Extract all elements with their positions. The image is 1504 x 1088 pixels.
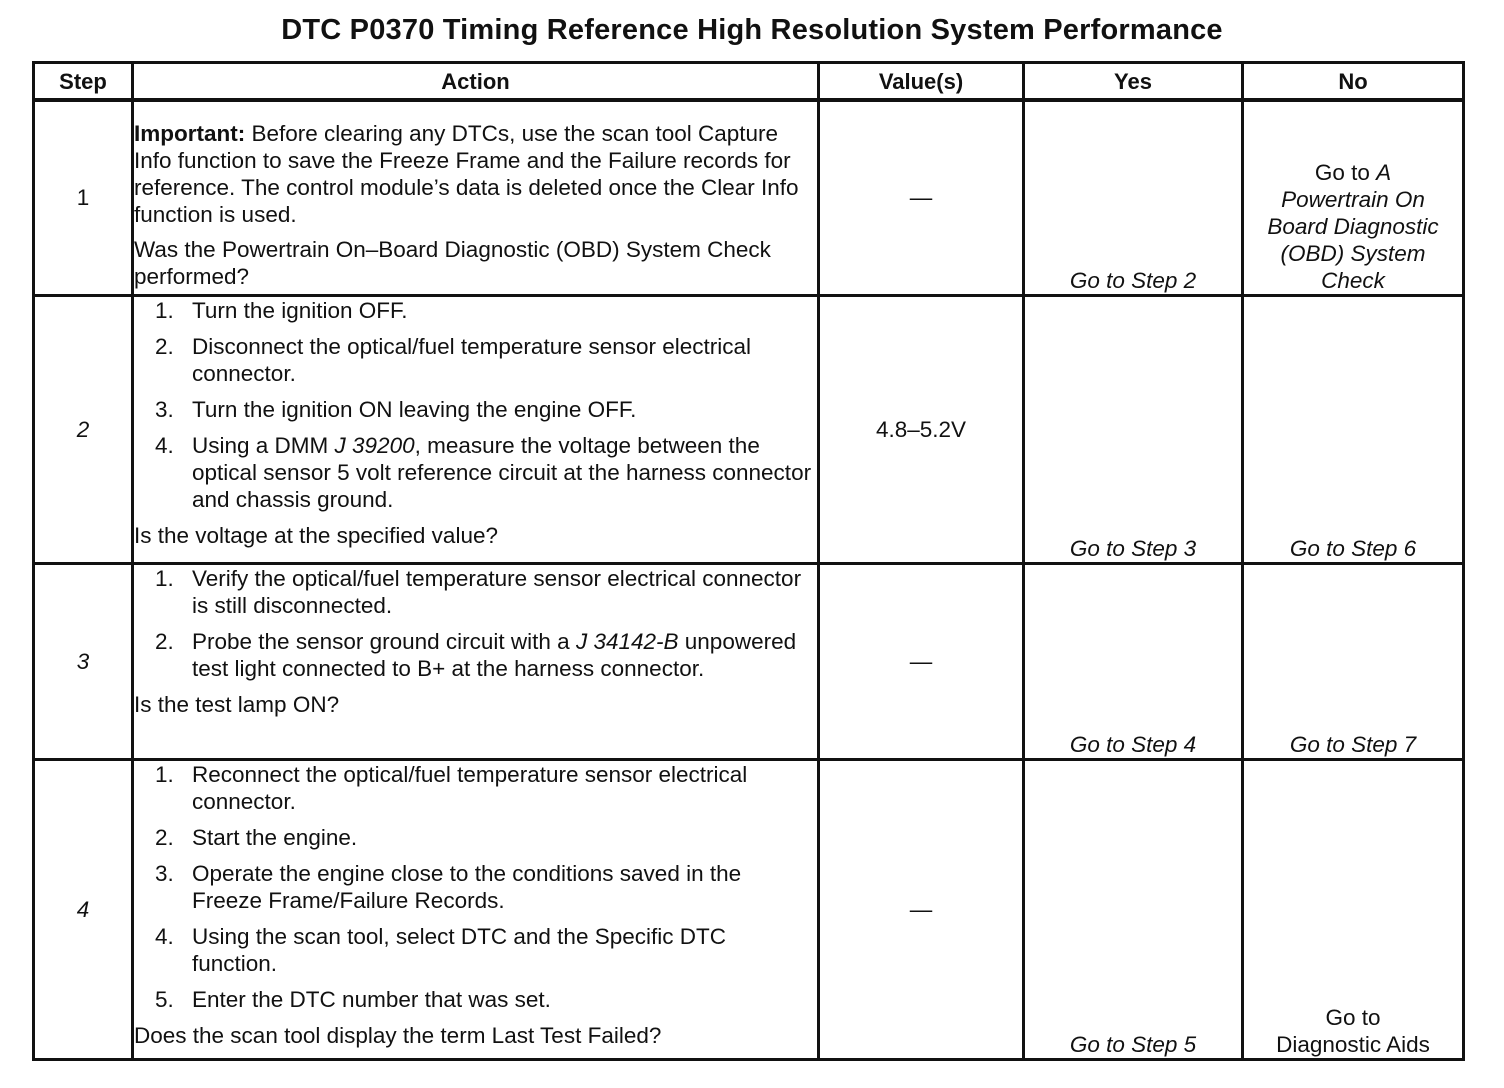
table-row	[34, 295, 1464, 563]
step-question: Does the scan tool display the term Last Test Failed?	[134, 1022, 662, 1048]
yes-link[interactable]: Go to Step 4	[1024, 563, 1243, 759]
no-ref: Check	[1321, 267, 1385, 293]
header-action: Action	[133, 63, 819, 101]
no-link[interactable]: Go to Step 6	[1243, 295, 1464, 563]
header-values: Value(s)	[819, 63, 1024, 101]
value-cell: —	[819, 563, 1024, 759]
list-item: 1. Verify the optical/fuel temperature sensor electrical connector is still disconnected.	[155, 565, 802, 618]
list-item: 2. Probe the sensor ground circuit with a J 34142-B unpowered test light connected to B+ at the harness connector.	[155, 628, 797, 681]
no-line: Diagnostic Aids	[1276, 1031, 1430, 1057]
diagnostic-table	[32, 61, 1465, 1061]
no-link[interactable]: Go to Step 7	[1243, 563, 1464, 759]
value-cell: 4.8–5.2V	[819, 295, 1024, 563]
action-steps	[134, 565, 817, 682]
action-steps	[134, 761, 817, 1013]
value-cell: —	[819, 100, 1024, 295]
step-number: 3	[34, 563, 133, 759]
important-label: Important:	[134, 121, 246, 146]
no-line: Go to	[1325, 1004, 1381, 1030]
step-number: 1	[34, 100, 133, 295]
yes-link[interactable]: Go to Step 5	[1024, 759, 1243, 1059]
list-item: 2. Disconnect the optical/fuel temperature sensor electrical connector.	[155, 333, 752, 386]
no-ref: (OBD) System	[1280, 240, 1426, 266]
no-prefix: Go to	[1314, 159, 1377, 185]
step-question: Is the test lamp ON?	[134, 691, 340, 717]
table-row	[34, 100, 1464, 295]
step-question: Was the Powertrain On–Board Diagnostic (OBD) System Check performed?	[134, 237, 771, 289]
header-yes: Yes	[1024, 63, 1243, 101]
no-ref: Board Diagnostic	[1267, 213, 1439, 239]
list-item: 5. Enter the DTC number that was set.	[155, 986, 551, 1012]
no-link[interactable]	[1243, 759, 1464, 1059]
header-no: No	[1243, 63, 1464, 101]
list-item: 1. Reconnect the optical/fuel temperature sensor electrical connector.	[155, 761, 748, 814]
no-ref: Powertrain On	[1281, 186, 1425, 212]
tool-reference: J 39200	[334, 432, 415, 458]
action-steps	[134, 297, 817, 513]
header-row	[34, 63, 1464, 101]
action-cell	[133, 100, 819, 295]
important-text: Before clearing any DTCs, use the scan tool Capture Info function to save the Freeze Frame and the Failure records for reference. The control module’s data is deleted once the Clear Info function is used.	[134, 121, 799, 227]
list-item: 2. Start the engine.	[155, 824, 358, 850]
no-link[interactable]	[1243, 100, 1464, 295]
page-title: DTC P0370 Timing Reference High Resolution System Performance	[281, 14, 1223, 46]
value-cell: —	[819, 759, 1024, 1059]
table-row	[34, 759, 1464, 1059]
yes-link[interactable]: Go to Step 2	[1024, 100, 1243, 295]
table-row	[34, 563, 1464, 759]
step-question: Is the voltage at the specified value?	[134, 522, 498, 548]
step-number: 4	[34, 759, 133, 1059]
list-item: 4. Using a DMM J 39200, measure the voltage between the optical sensor 5 volt reference circuit at the harness connector and chassis ground.	[155, 432, 812, 512]
step-number: 2	[34, 295, 133, 563]
yes-link[interactable]: Go to Step 3	[1024, 295, 1243, 563]
list-item: 4. Using the scan tool, select DTC and the Specific DTC function.	[155, 923, 726, 976]
list-item: 3. Turn the ignition ON leaving the engine OFF.	[155, 396, 637, 422]
action-cell	[133, 759, 819, 1059]
no-ref: A	[1376, 159, 1392, 185]
header-step: Step	[34, 63, 133, 101]
list-item: 1. Turn the ignition OFF.	[155, 297, 408, 323]
tool-reference: J 34142-B	[575, 628, 679, 654]
action-cell	[133, 295, 819, 563]
important-note	[134, 120, 817, 228]
action-cell	[133, 563, 819, 759]
list-item: 3. Operate the engine close to the conditions saved in the Freeze Frame/Failure Records.	[155, 860, 742, 913]
